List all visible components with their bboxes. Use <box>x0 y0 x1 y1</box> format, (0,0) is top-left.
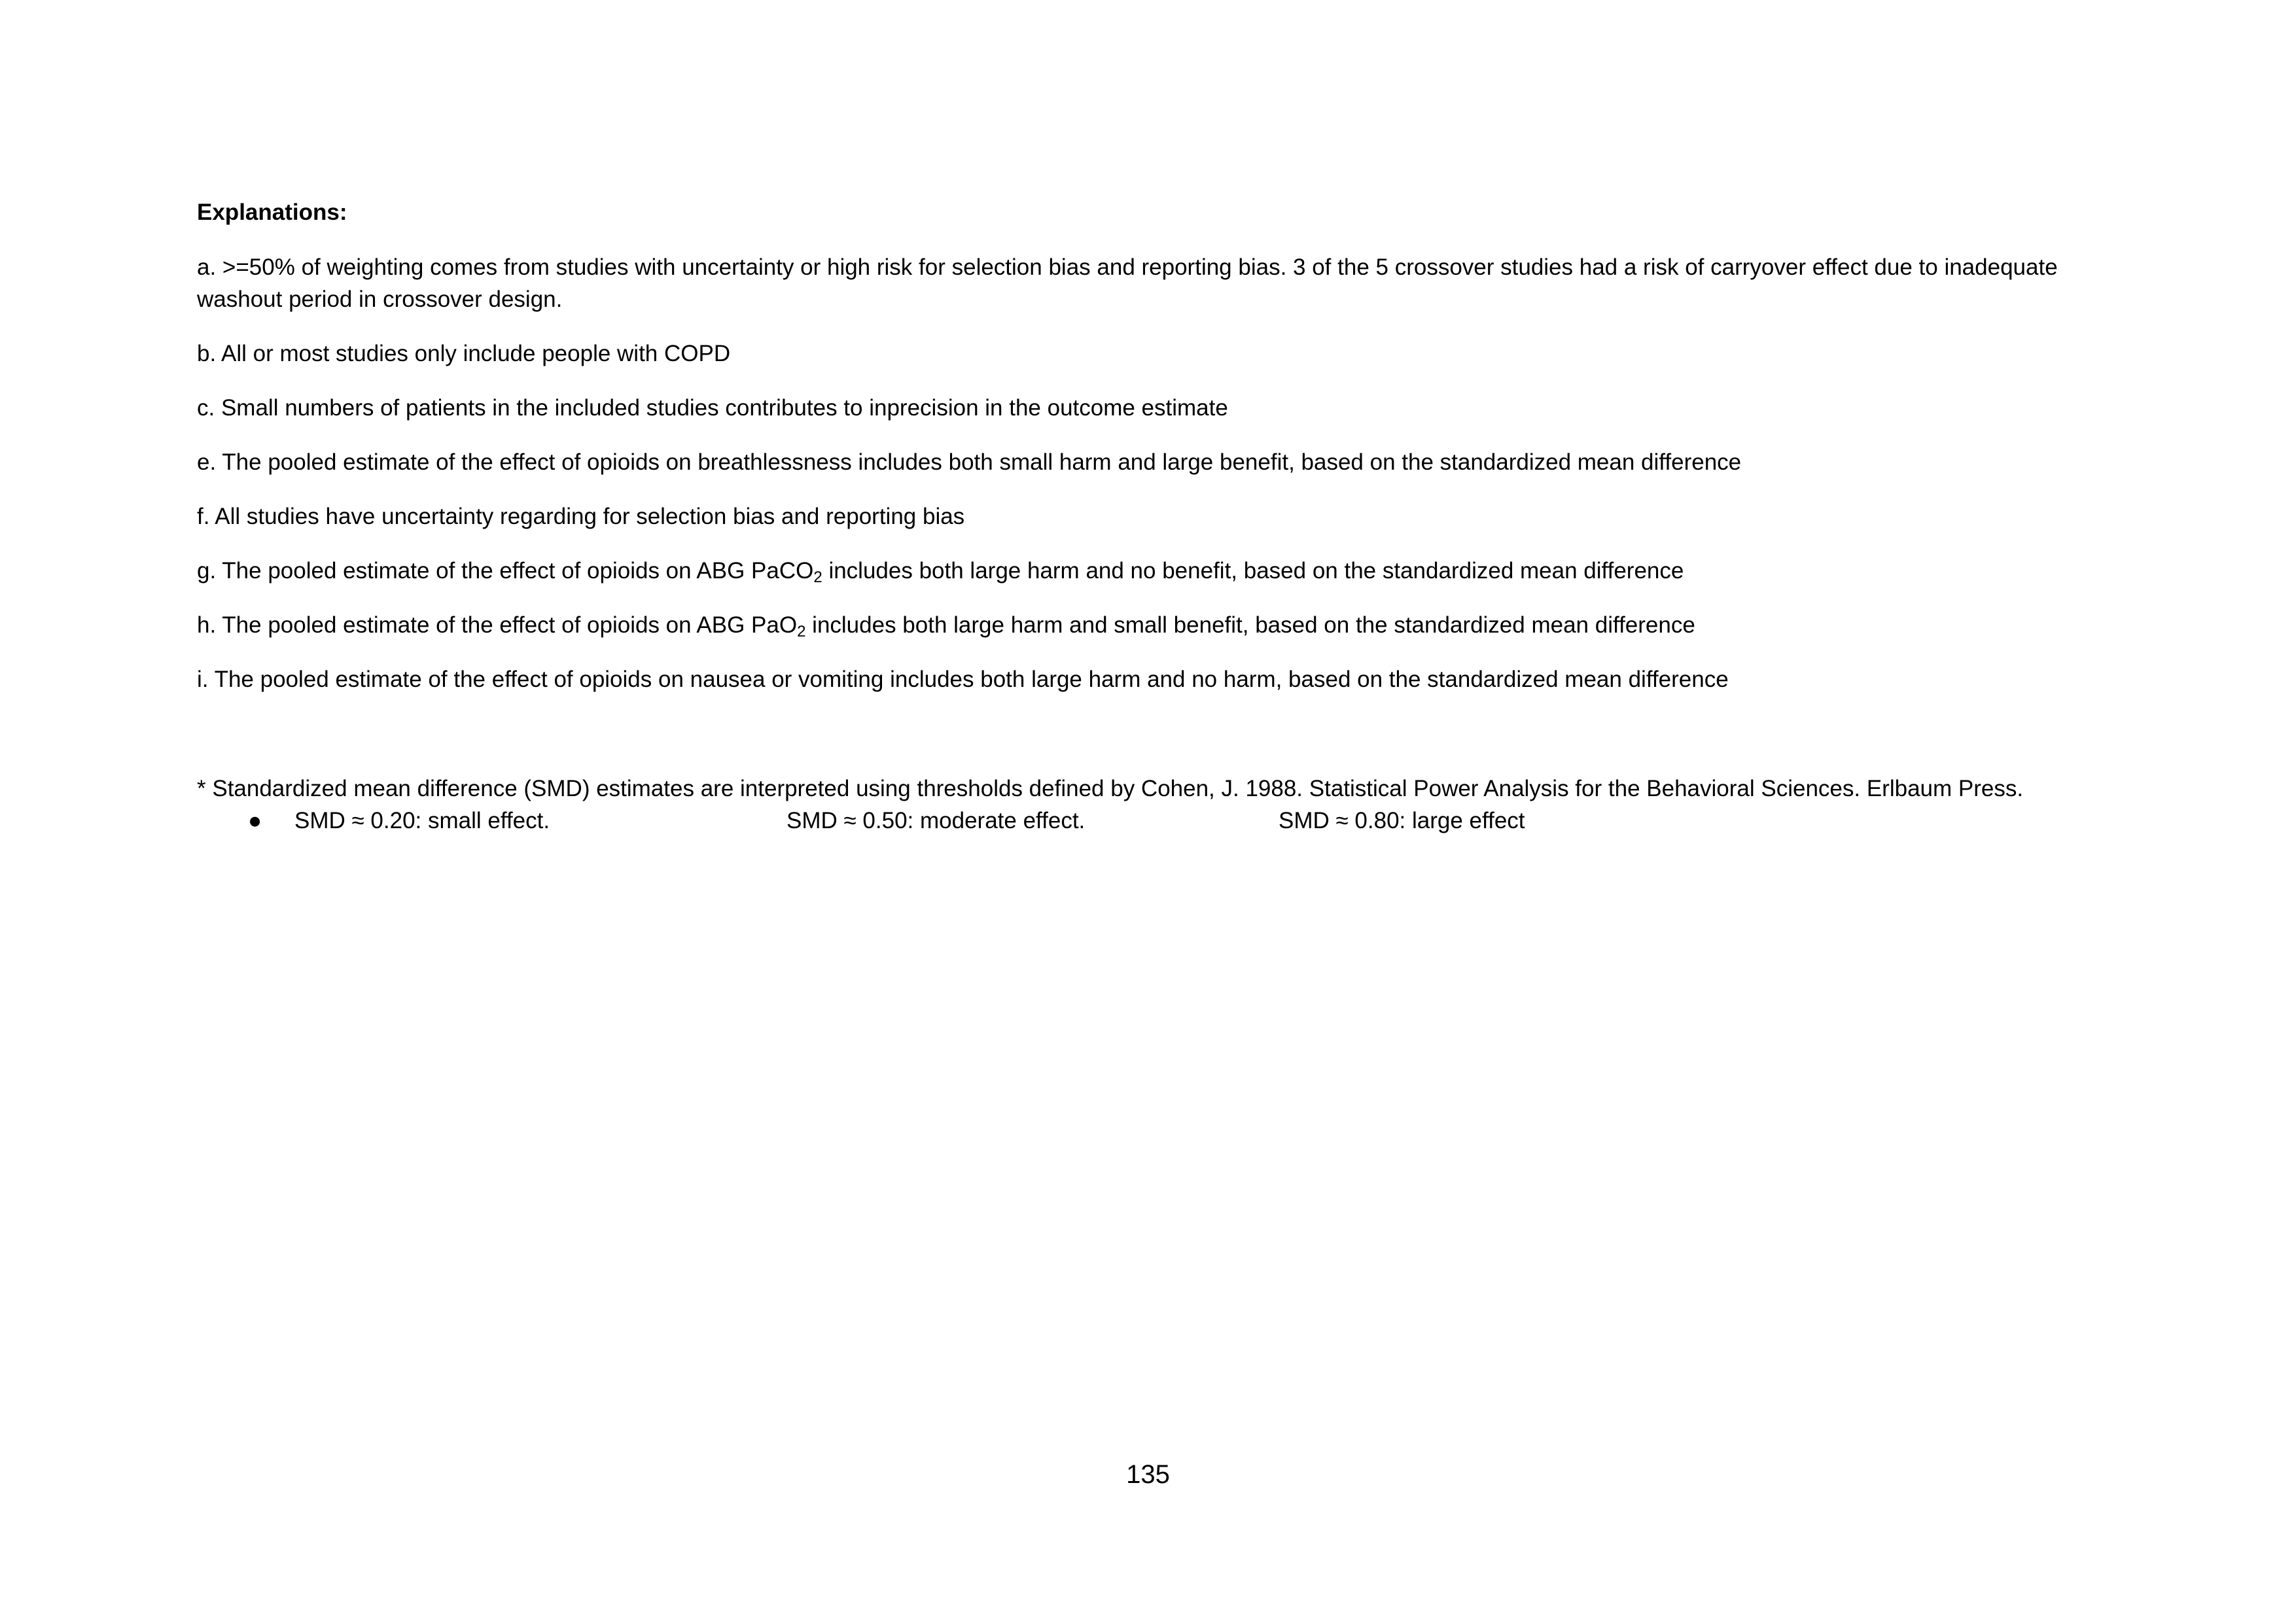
note-f: f. All studies have uncertainty regarding for selection bias and reporting bias <box>197 504 965 529</box>
note-h-text: h. The pooled estimate of the effect of opioids on ABG PaO <box>197 612 798 638</box>
smd-threshold-list <box>197 805 2068 837</box>
note-a-line-2: washout period in crossover design. <box>197 287 563 312</box>
smd-large-effect: SMD ≈ 0.80: large effect <box>1279 808 1525 833</box>
note-b: b. All or most studies only include people with COPD <box>197 341 731 366</box>
explanations-heading: Explanations: <box>197 200 347 225</box>
explanations-section <box>197 196 2068 837</box>
note-a <box>197 251 2068 315</box>
note-i: i. The pooled estimate of the effect of opioids on nausea or vomiting includes both large harm and no harm, based on the standardized mean difference <box>197 667 1729 692</box>
smd-small-effect: SMD ≈ 0.20: small effect. <box>294 808 550 833</box>
note-g-text-end: includes both large harm and no benefit, based on the standardized mean difference <box>822 558 1684 584</box>
note-g-text: g. The pooled estimate of the effect of opioids on ABG PaCO <box>197 558 814 584</box>
note-h <box>197 609 2068 641</box>
note-h-subscript: 2 <box>797 623 806 640</box>
note-a-line-1: a. >=50% of weighting comes from studies with uncertainty or high risk for selection bias and reporting bias. 3 of the 5 crossover studies had a risk of carryover effect due to inadequate <box>197 254 2058 280</box>
smd-moderate-effect: SMD ≈ 0.50: moderate effect. <box>786 808 1086 833</box>
note-g <box>197 555 2068 587</box>
note-g-subscript: 2 <box>813 568 822 586</box>
page-number: 135 <box>1126 1460 1170 1489</box>
bullet-icon: ● <box>248 808 262 833</box>
smd-footnote: * Standardized mean difference (SMD) estimates are interpreted using thresholds defined by Cohen, J. 1988. Statistical Power Analysis for the Behavioral Sciences. Erlbaum Press. <box>197 776 2024 801</box>
note-e: e. The pooled estimate of the effect of opioids on breathlessness includes both small harm and large benefit, based on the standardized mean difference <box>197 449 1742 475</box>
note-c: c. Small numbers of patients in the included studies contributes to inprecision in the outcome estimate <box>197 395 1228 421</box>
note-h-text-end: includes both large harm and small benefit, based on the standardized mean difference <box>805 612 1695 638</box>
